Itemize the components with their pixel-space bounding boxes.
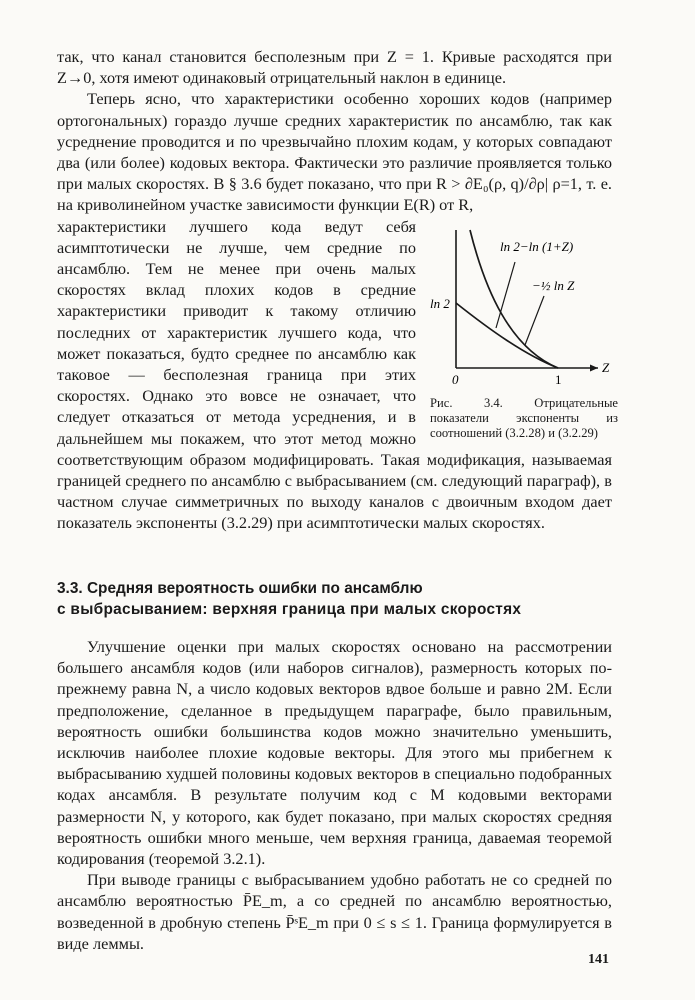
figure-caption: Рис. 3.4. Отрицательные показатели экспоненты из соотношений (3.2.28) и (3.2.29) — [430, 395, 618, 441]
figure-plot — [430, 220, 618, 392]
paragraph-1: так, что канал становится бесполезным при Z = 1. Кривые расходятся при Z→0, хотя имеют одинаковый отрицательный наклон в единице. — [57, 47, 612, 88]
label-one: 1 — [555, 371, 562, 387]
section-heading-line1: 3.3. Средняя вероятность ошибки по ансамблю — [57, 580, 423, 597]
x-axis-arrow — [590, 364, 598, 371]
section-heading-line2: с выбрасыванием: верхняя граница при малых скоростях — [57, 601, 522, 618]
figure-wrap — [57, 216, 618, 534]
paragraph-2: Теперь ясно, что характеристики особенно хороших кодов (например ортогональных) гораздо лучше средних характеристик по ансамблю, так как усреднение проводится и по чрезвычайно плохим кодам, у которых совпадают два (или более) кодовых вектора. Фактически это различие проявляется только при малых скоростях. В § 3.6 будет показано, что при R > ∂E₀(ρ, q)/∂ρ| ρ=1, т. е. на криволинейном участке зависимости функции E(R) от R, — [57, 89, 612, 215]
figure-3-4 — [430, 220, 618, 442]
paragraph-5: При выводе границы с выбрасыванием удобно работать не со средней по ансамблю вероятностью P̄E_m, а со средней по ансамблю вероятностью, возведенной в дробную степень P̄ˢE_m при 0 ≤ s ≤ 1. Граница формулируется в виде леммы. — [57, 870, 612, 953]
section-heading — [57, 578, 612, 620]
leader-curve2 — [525, 296, 544, 345]
label-curve2: −½ ln Z — [532, 277, 575, 293]
label-origin: 0 — [452, 371, 459, 387]
label-axis-z: Z — [602, 359, 610, 375]
curve-ln2-minus-ln1pz — [456, 303, 558, 368]
text-block-bottom — [57, 636, 612, 954]
paragraph-3: характеристики лучшего кода ведут себя асимптотически не лучше, чем средние по ансамблю. Тем не менее при очень малых скоростях вклад плохих кодов в средние характеристики приводит к такому отличию последних от характеристик лучшего кода, что может показаться, будто среднее по ансамблю как таковое — бесполезная граница при этих скоростях. Однако это вовсе не означает, что следует отказаться от метода усреднения, и в дальнейшем мы покажем, что этот метод можно соответствующим образом модифицировать. Такая модификация, называемая границей среднего по ансамблю с выбрасыванием (см. следующий параграф), в частном случае симметричных по выходу каналов с двоичным входом дает показатель экспоненты (3.2.29) при асимптотически малых скоростях. — [57, 216, 612, 533]
paragraph-4: Улучшение оценки при малых скоростях основано на рассмотрении большего ансамбля кодов (или наборов сигналов), размерность которых по-прежнему равна N, а число кодовых векторов вдвое больше и равно 2M. Если предположение, сделанное в предыдущем параграфе, было правильным, вероятность ошибки большинства кодов можно значительно уменьшить, исключив наиболее плохие кодовые векторы. Для этого мы прибегнем к выбрасыванию худшей половины кодовых векторов в специально подобранных кодах ансамбля. В результате получим код с M кодовыми векторами размерности N, у которого, как будет показано, при малых скоростях средняя вероятность ошибки много меньше, чем верхняя граница, даваемая теоремой кодирования (теоремой 3.2.1). — [57, 637, 612, 869]
leader-curve1 — [496, 262, 515, 328]
page-number: 141 — [588, 952, 609, 967]
text-block-top — [57, 46, 618, 534]
label-curve1: ln 2−ln (1+Z) — [500, 238, 574, 254]
label-ln2: ln 2 — [430, 295, 450, 311]
